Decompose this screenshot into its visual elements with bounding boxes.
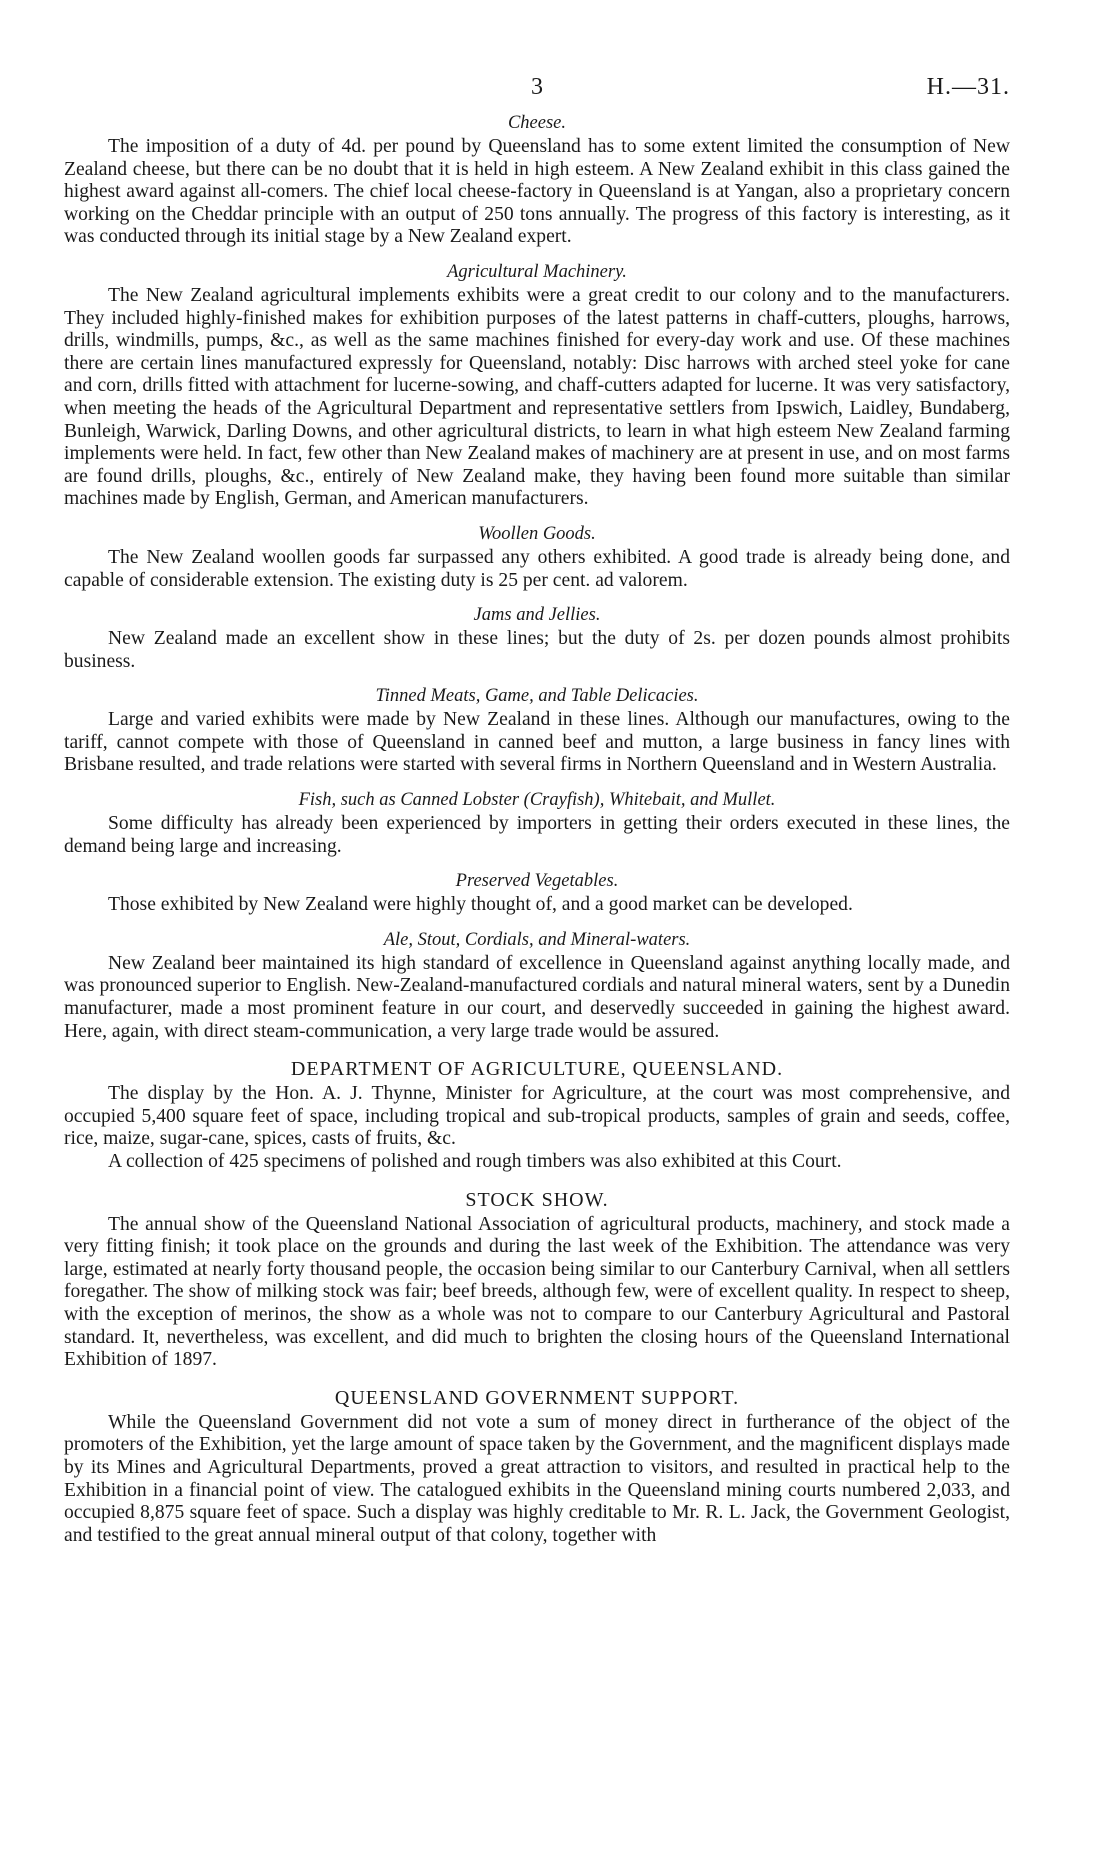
section-subheading: Fish, such as Canned Lobster (Crayfish), Whitebait, and Mullet. <box>298 790 776 811</box>
section-subheading: Agricultural Machinery. <box>447 261 627 282</box>
page-header <box>64 72 1010 112</box>
paragraph: New Zealand made an excellent show in these lines; but the duty of 2s. per dozen pounds almost prohibits business. <box>64 628 1010 672</box>
paragraph: The New Zealand woollen goods far surpassed any others exhibited. A good trade is already being done, and capable of considerable extension. The existing duty is 25 per cent. ad valorem. <box>64 546 1010 591</box>
section-subheading: Preserved Vegetables. <box>455 871 619 892</box>
section-heading: STOCK SHOW. <box>465 1188 609 1211</box>
paragraph: New Zealand beer maintained its high standard of excellence in Queensland against anything locally made, and was pronounced superior to English. New-Zealand-manufactured cordials and natural mineral waters, sent by a Dunedin manufacturer, made a most prominent feature in our court, and deservedly succeeded in gaining the highest award. Here, again, with direct steam-communication, a very large trade would be assured. <box>64 952 1010 1042</box>
section-subheading: Jams and Jellies. <box>473 605 601 626</box>
paragraph: While the Queensland Government did not vote a sum of money direct in furtherance of the object of the promoters of the Exhibition, yet the large amount of space taken by the Government, and the magnificent displays made by its Mines and Agricultural Departments, proved a great attraction to visitors, and resulted in practical help to the Exhibition in a financial point of view. The catalogued exhibits in the Queensland mining courts numbered 2,033, and occupied 8,875 square feet of space. Such a display was highly creditable to Mr. R. L. Jack, the Government Geologist, and testified to the great annual mineral output of that colony, together with <box>64 1411 1010 1546</box>
paragraph: Some difficulty has already been experienced by importers in getting their orders executed in these lines, the demand being large and increasing. <box>64 813 1010 857</box>
paragraph: A collection of 425 specimens of polished and rough timbers was also exhibited at this Court. <box>108 1151 842 1172</box>
paragraph: The display by the Hon. A. J. Thynne, Minister for Agriculture, at the court was most comprehensive, and occupied 5,400 square feet of space, including tropical and sub-tropical products, samples of grain and seeds, coffee, rice, maize, sugar-cane, spices, casts of fruits, &c. <box>64 1083 1010 1150</box>
section-subheading: Ale, Stout, Cordials, and Mineral-waters. <box>383 929 691 950</box>
section-subheading: Woollen Goods. <box>478 523 596 544</box>
paragraph: Large and varied exhibits were made by New Zealand in these lines. Although our manufactures, owing to the tariff, cannot compete with those of Queensland in canned beef and mutton, a large business in fancy lines with Brisbane resulted, and trade relations were started with several firms in Northern Queensland and in Western Australia. <box>64 709 1010 776</box>
document-reference: H.—31. <box>926 74 1010 100</box>
section-subheading: Tinned Meats, Game, and Table Delicacies. <box>375 686 699 707</box>
section-heading: QUEENSLAND GOVERNMENT SUPPORT. <box>334 1386 740 1409</box>
section-subheading: Cheese. <box>507 113 567 133</box>
document-page <box>64 72 1010 1547</box>
section-heading: DEPARTMENT OF AGRICULTURE, QUEENSLAND. <box>290 1058 784 1081</box>
paragraph: Those exhibited by New Zealand were highly thought of, and a good market can be developed. <box>108 894 853 916</box>
paragraph: The New Zealand agricultural implements exhibits were a great credit to our colony and to the manufacturers. They included highly-finished makes for exhibition purposes of the latest patterns in chaff-cutters, ploughs, harrows, drills, windmills, pumps, &c., as well as the same machines finished for every-day work and use. Of these machines there are certain lines manufactured expressly for Queensland, notably: Disc harrows with arched steel yoke for cane and corn, drills fitted with attachment for lucerne-sowing, and chaff-cutters adapted for lucerne. It was very satisfactory, when meeting the heads of the Agricultural Department and representative settlers from Ipswich, Laidley, Bundaberg, Bunleigh, Warwick, Darling Downs, and other agricultural districts, to learn in what high esteem New Zealand farming implements were held. In fact, few other than New Zealand makes of machinery are at present in use, and on most farms are found drills, ploughs, &c., entirely of New Zealand make, they having been found more suitable than similar machines made by English, German, and American manufacturers. <box>64 284 1010 510</box>
page-number: 3 <box>531 74 543 100</box>
paragraph: The imposition of a duty of 4d. per pound by Queensland has to some extent limited the consumption of New Zealand cheese, but there can be no doubt that it is held in high esteem. A New Zealand exhibit in this class gained the highest award against all-comers. The chief local cheese-factory in Queensland is at Yangan, also a proprietary concern working on the Cheddar principle with an output of 250 tons annually. The progress of this factory is interesting, as it was conducted through its initial stage by a New Zealand expert. <box>64 136 1010 248</box>
document-body <box>64 112 1010 1547</box>
paragraph: The annual show of the Queensland National Association of agricultural products, machinery, and stock made a very fitting finish; it took place on the grounds and during the last week of the Exhibition. The attendance was very large, estimated at nearly forty thousand people, the occasion being similar to our Canterbury Carnival, when all settlers foregather. The show of milking stock was fair; beef breeds, although few, were of excellent quality. In respect to sheep, with the exception of merinos, the show as a whole was not to compare to our Canterbury Agricultural and Pastoral standard. It, nevertheless, was excellent, and did much to brighten the closing hours of the Queensland International Exhibition of 1897. <box>64 1213 1010 1371</box>
